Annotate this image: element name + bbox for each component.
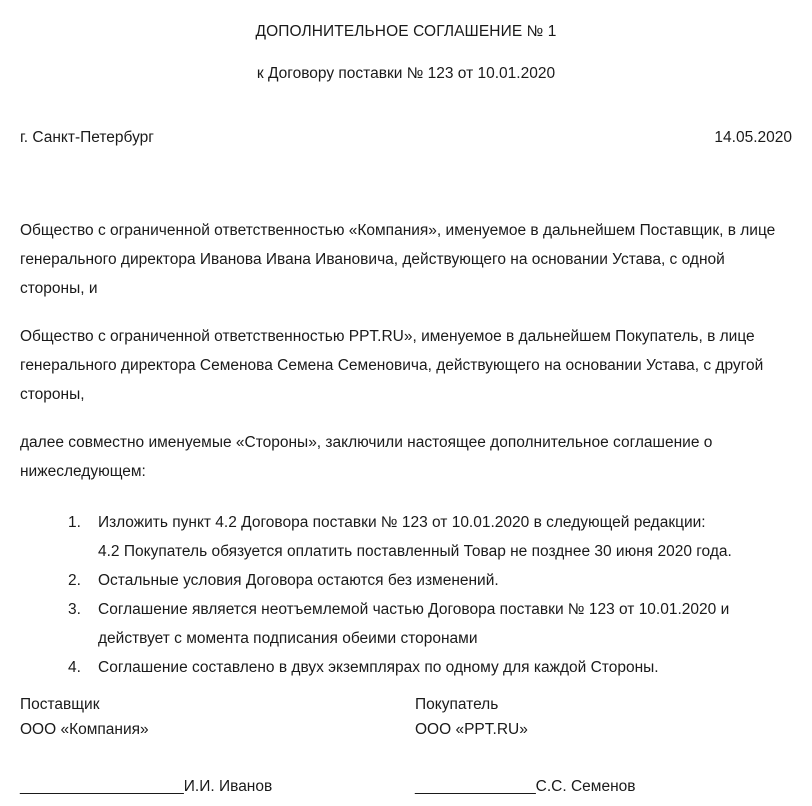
clause-text: Остальные условия Договора остаются без изменений. — [98, 572, 499, 589]
clause-number: 2. — [68, 572, 81, 589]
clause-number: 1. — [68, 514, 81, 531]
preamble-paragraph-parties: далее совместно именуемые «Стороны», заключили настоящее дополнительное соглашение о нижеследующем: — [20, 434, 713, 480]
clause-list — [20, 508, 792, 682]
signature-column-buyer — [415, 692, 792, 799]
clause-subtext: 4.2 Покупатель обязуется оплатить поставленный Товар не позднее 30 июня 2020 года. — [98, 543, 732, 560]
clause-text: Соглашение составлено в двух экземплярах по одному для каждой Стороны. — [98, 659, 659, 676]
city-label: г. Санкт-Петербург — [20, 129, 154, 146]
buyer-signature-line: ______________С.С. Семенов — [415, 778, 636, 795]
document-body — [20, 148, 792, 682]
preamble-paragraph-supplier: Общество с ограниченной ответственностью «Компания», именуемое в дальнейшем Поставщик, в лице генерального директора Иванова Ивана Ивановича, действующего на основании Устава, с одной стороны, и — [20, 222, 776, 297]
document-subtitle: к Договору поставки № 123 от 10.01.2020 — [256, 65, 556, 82]
supplier-organization: ООО «Компания» — [20, 721, 149, 738]
signature-block — [20, 692, 792, 799]
buyer-role-label: Покупатель — [415, 696, 499, 713]
clause-text: Соглашение является неотъемлемой частью Договора поставки № 123 от 10.01.2020 и действует с момента подписания обеими сторонами — [98, 601, 730, 647]
clause-number: 4. — [68, 659, 81, 676]
clause-item — [20, 508, 792, 566]
clause-item — [20, 566, 792, 595]
clause-item — [20, 653, 792, 682]
supplier-role-label: Поставщик — [20, 696, 100, 713]
document-date: 14.05.2020 — [714, 129, 792, 146]
buyer-organization: ООО «PPT.RU» — [415, 721, 528, 738]
clause-number: 3. — [68, 601, 81, 618]
document-title: ДОПОЛНИТЕЛЬНОЕ СОГЛАШЕНИЕ № 1 — [255, 23, 557, 40]
place-and-date-row — [20, 84, 792, 148]
supplier-signature-line: ___________________И.И. Иванов — [20, 778, 273, 795]
preamble-paragraph-buyer: Общество с ограниченной ответственностью PPT.RU», именуемое в дальнейшем Покупатель, в лице генерального директора Семенова Семена Семеновича, действующего на основании Устава, с другой стороны, — [20, 328, 764, 403]
clause-item — [20, 595, 792, 653]
clause-text: Изложить пункт 4.2 Договора поставки № 123 от 10.01.2020 в следующей редакции: — [98, 514, 706, 531]
signature-column-supplier — [20, 692, 415, 799]
